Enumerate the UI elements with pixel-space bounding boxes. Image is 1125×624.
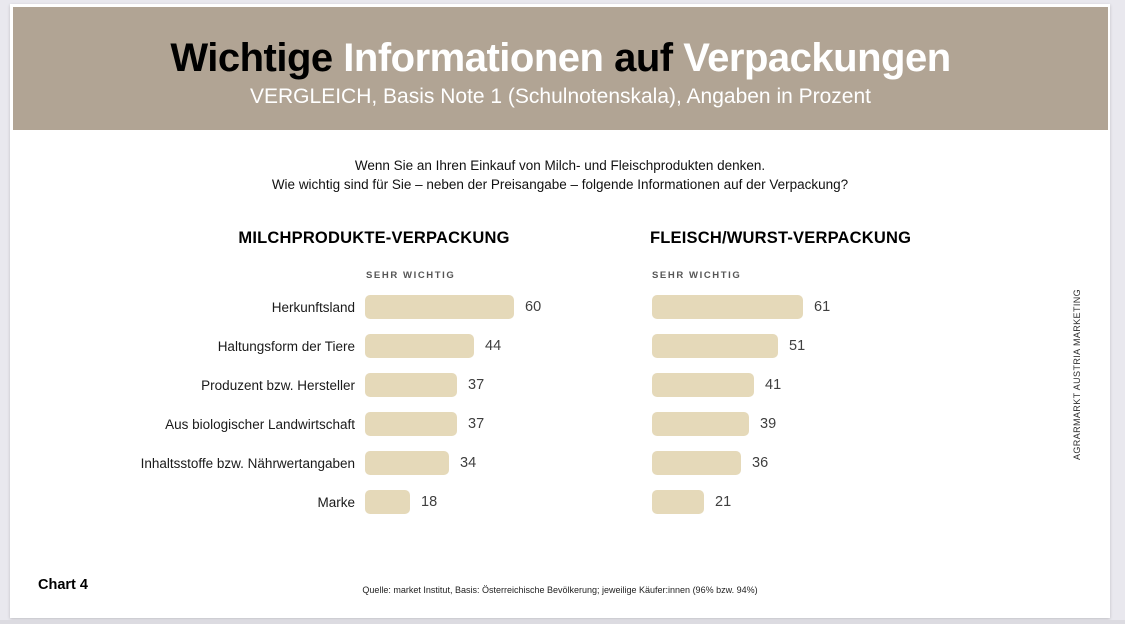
bar [365, 451, 449, 475]
chart-title-meat: FLEISCH/WURST-VERPACKUNG [650, 229, 912, 247]
chart-title-milk: MILCHPRODUKTE-VERPACKUNG [238, 229, 510, 247]
source-note: Quelle: market Institut, Basis: Österreichische Bevölkerung; jeweilige Käufer:innen (96% bzw. 94%) [362, 585, 758, 595]
value-label: 60 [525, 299, 542, 315]
category-label: Marke [317, 494, 355, 510]
bar-row [10, 412, 541, 436]
bar-row [10, 373, 541, 397]
slide-header [13, 7, 1108, 130]
bar [652, 412, 749, 436]
bar-row [652, 334, 830, 358]
axis-header-meat: SEHR WICHTIG [652, 270, 742, 281]
title-word: Informationen [332, 36, 604, 80]
value-label: 37 [468, 377, 485, 393]
bar [652, 451, 741, 475]
category-label: Produzent bzw. Hersteller [201, 377, 355, 393]
bar [652, 490, 704, 514]
bar [652, 373, 754, 397]
category-label: Herkunftsland [271, 299, 355, 315]
page-title [13, 7, 1108, 80]
value-label: 36 [752, 455, 769, 471]
category-label: Inhaltsstoffe bzw. Nährwertangaben [140, 455, 355, 471]
category-label: Haltungsform der Tiere [217, 338, 355, 354]
bar [365, 295, 514, 319]
bar-row [10, 451, 541, 475]
value-label: 44 [485, 338, 502, 354]
bar-row [652, 412, 830, 436]
survey-question-line1: Wenn Sie an Ihren Einkauf von Milch- und Fleischprodukten denken. [354, 158, 766, 173]
bar [365, 490, 410, 514]
slide-canvas [10, 4, 1110, 618]
value-label: 39 [760, 416, 777, 432]
survey-question [10, 157, 1110, 194]
bar-row [10, 490, 541, 514]
title-word: Verpackungen [672, 36, 951, 80]
axis-header-milk: SEHR WICHTIG [366, 270, 456, 281]
window-bottom-edge [0, 620, 1125, 624]
value-label: 41 [765, 377, 782, 393]
bar-row [652, 490, 830, 514]
value-label: 37 [468, 416, 485, 432]
bar [365, 334, 474, 358]
bar [652, 334, 778, 358]
chart-number: Chart 4 [38, 577, 88, 593]
category-label: Aus biologischer Landwirtschaft [165, 416, 355, 432]
value-label: 18 [421, 494, 438, 510]
bar-row [10, 334, 541, 358]
bar-row [652, 373, 830, 397]
title-word: auf [603, 36, 673, 80]
bar [365, 412, 457, 436]
value-label: 34 [460, 455, 477, 471]
value-label: 51 [789, 338, 806, 354]
bar-row [652, 295, 830, 319]
bar-row [652, 451, 830, 475]
bar-chart-milk [10, 295, 541, 529]
value-label: 21 [715, 494, 732, 510]
survey-question-line2: Wie wichtig sind für Sie – neben der Preisangabe – folgende Informationen auf der Verpackung? [271, 176, 849, 192]
title-word: Wichtige [170, 36, 333, 80]
page-subtitle: VERGLEICH, Basis Note 1 (Schulnotenskala), Angaben in Prozent [250, 85, 871, 108]
bar [652, 295, 803, 319]
bar-chart-meat [652, 295, 830, 529]
bar [365, 373, 457, 397]
value-label: 61 [814, 299, 831, 315]
agency-side-note: AGRARMARKT AUSTRIA MARKETING [1072, 288, 1082, 460]
bar-row [10, 295, 541, 319]
